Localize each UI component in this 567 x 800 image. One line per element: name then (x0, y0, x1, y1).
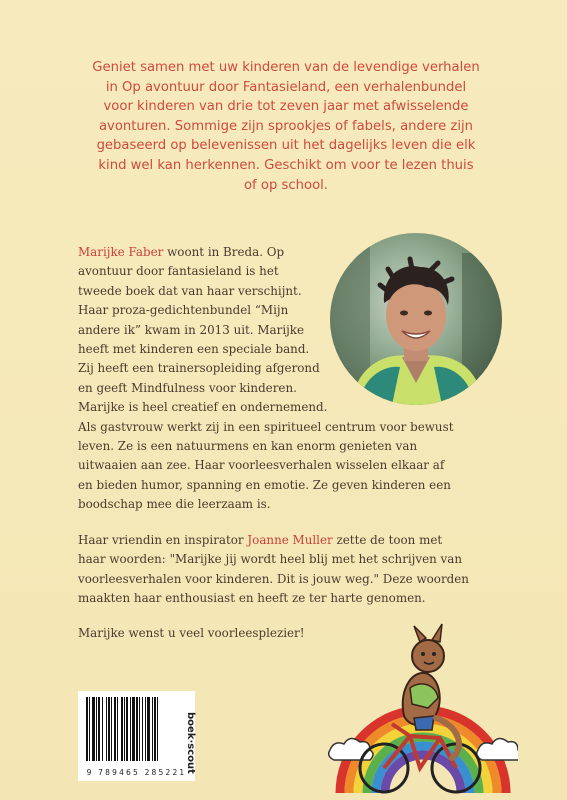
bio-line: avontuur door fantasieland is het (78, 264, 279, 279)
barcode-bar (96, 697, 97, 761)
inspirator-name: Joanne Muller (247, 532, 333, 547)
barcode-bar (136, 697, 138, 761)
bio-line: andere ik” kwam in 2013 uit. Marijke (78, 322, 305, 337)
bio-line: haar woorden: "Marijke jij wordt heel blij met het schrijven van (78, 552, 463, 567)
bio-line: boodschap mee die leerzaam is. (78, 497, 271, 512)
barcode-bar (121, 697, 123, 761)
author-bio (78, 243, 518, 644)
barcode-bar (145, 697, 146, 761)
blurb-line: of op school. (243, 177, 328, 193)
bio-line: Marijke Faber woont in Breda. Op (78, 245, 285, 259)
publisher-logo: boek·scout (185, 712, 196, 774)
barcode-bar (102, 697, 103, 761)
barcode-bar (147, 697, 150, 761)
barcode-bars (78, 691, 195, 767)
blurb-text (80, 58, 492, 195)
bio-line: Haar vriendin en inspirator Joanne Muller zette de toon met (78, 532, 443, 547)
barcode-bar (108, 697, 110, 761)
barcode-bar (86, 697, 88, 761)
blurb-line: kind wel kan herkennen. Geschikt om voor te lezen thuis (98, 157, 474, 173)
isbn-barcode (78, 691, 195, 781)
barcode-bar (124, 697, 125, 761)
bio-line: voorleesverhalen voor kinderen. Dit is jouw weg." Deze woorden (78, 571, 469, 586)
bio-line: en bieden humor, spanning en emotie. Ze geven kinderen een (78, 477, 451, 492)
barcode-bar (132, 697, 135, 761)
barcode-bar (142, 697, 143, 761)
bio-line: maakten haar enthousiast en heeft ze ter harte genomen. (78, 590, 426, 605)
bio-line: Marijke is heel creatief en ondernemend. (78, 400, 328, 415)
barcode-bar (152, 697, 153, 761)
barcode-bar (98, 697, 100, 761)
barcode-bar (126, 697, 128, 761)
blurb-line: avonturen. Sommige zijn sprookjes of fabels, andere zijn (98, 118, 474, 134)
bio-line: Haar proza-gedichtenbundel “Mijn (78, 303, 289, 318)
barcode-bar (117, 697, 118, 761)
blurb-line: in Op avontuur door Fantasieland, een verhalenbundel (105, 79, 467, 95)
barcode-bar (154, 697, 156, 761)
blurb-line: voor kinderen van drie tot zeven jaar met afwisselende (103, 99, 469, 115)
bio-line: en geeft Mindfulness voor kinderen. (78, 380, 297, 395)
blurb-line: Geniet samen met uw kinderen van de levendige verhalen (92, 60, 480, 75)
blurb-line: gebaseerd op belevenissen uit het dagelijks leven die elk (96, 138, 476, 154)
barcode-bar (157, 697, 158, 761)
barcode-bar (139, 697, 140, 761)
barcode-bar (111, 697, 112, 761)
barcode-bar (92, 697, 95, 761)
bio-line: tweede boek dat van haar verschijnt. (78, 283, 302, 298)
barcode-bar (130, 697, 131, 761)
bio-line: Als gastvrouw werkt zij in een spiritueel centrum voor bewust (78, 419, 454, 434)
bio-line: heeft met kinderen een speciale band. (78, 342, 310, 357)
closing-line: Marijke wenst u veel voorleesplezier! (78, 626, 305, 641)
isbn-number: 9 789465 285221 (86, 768, 187, 777)
bio-line: Zij heeft een trainersopleiding afgerond (78, 361, 320, 376)
barcode-bar (89, 697, 90, 761)
rainbow-bike-illustration (328, 618, 518, 800)
author-name: Marijke Faber (78, 245, 164, 259)
barcode-bar (106, 697, 107, 761)
bio-line: uitwaaien aan zee. Haar voorleesverhalen wisselen elkaar af (78, 458, 445, 473)
bio-line: leven. Ze is een natuurmens en kan enorm genieten van (78, 439, 418, 454)
barcode-bar (114, 697, 116, 761)
